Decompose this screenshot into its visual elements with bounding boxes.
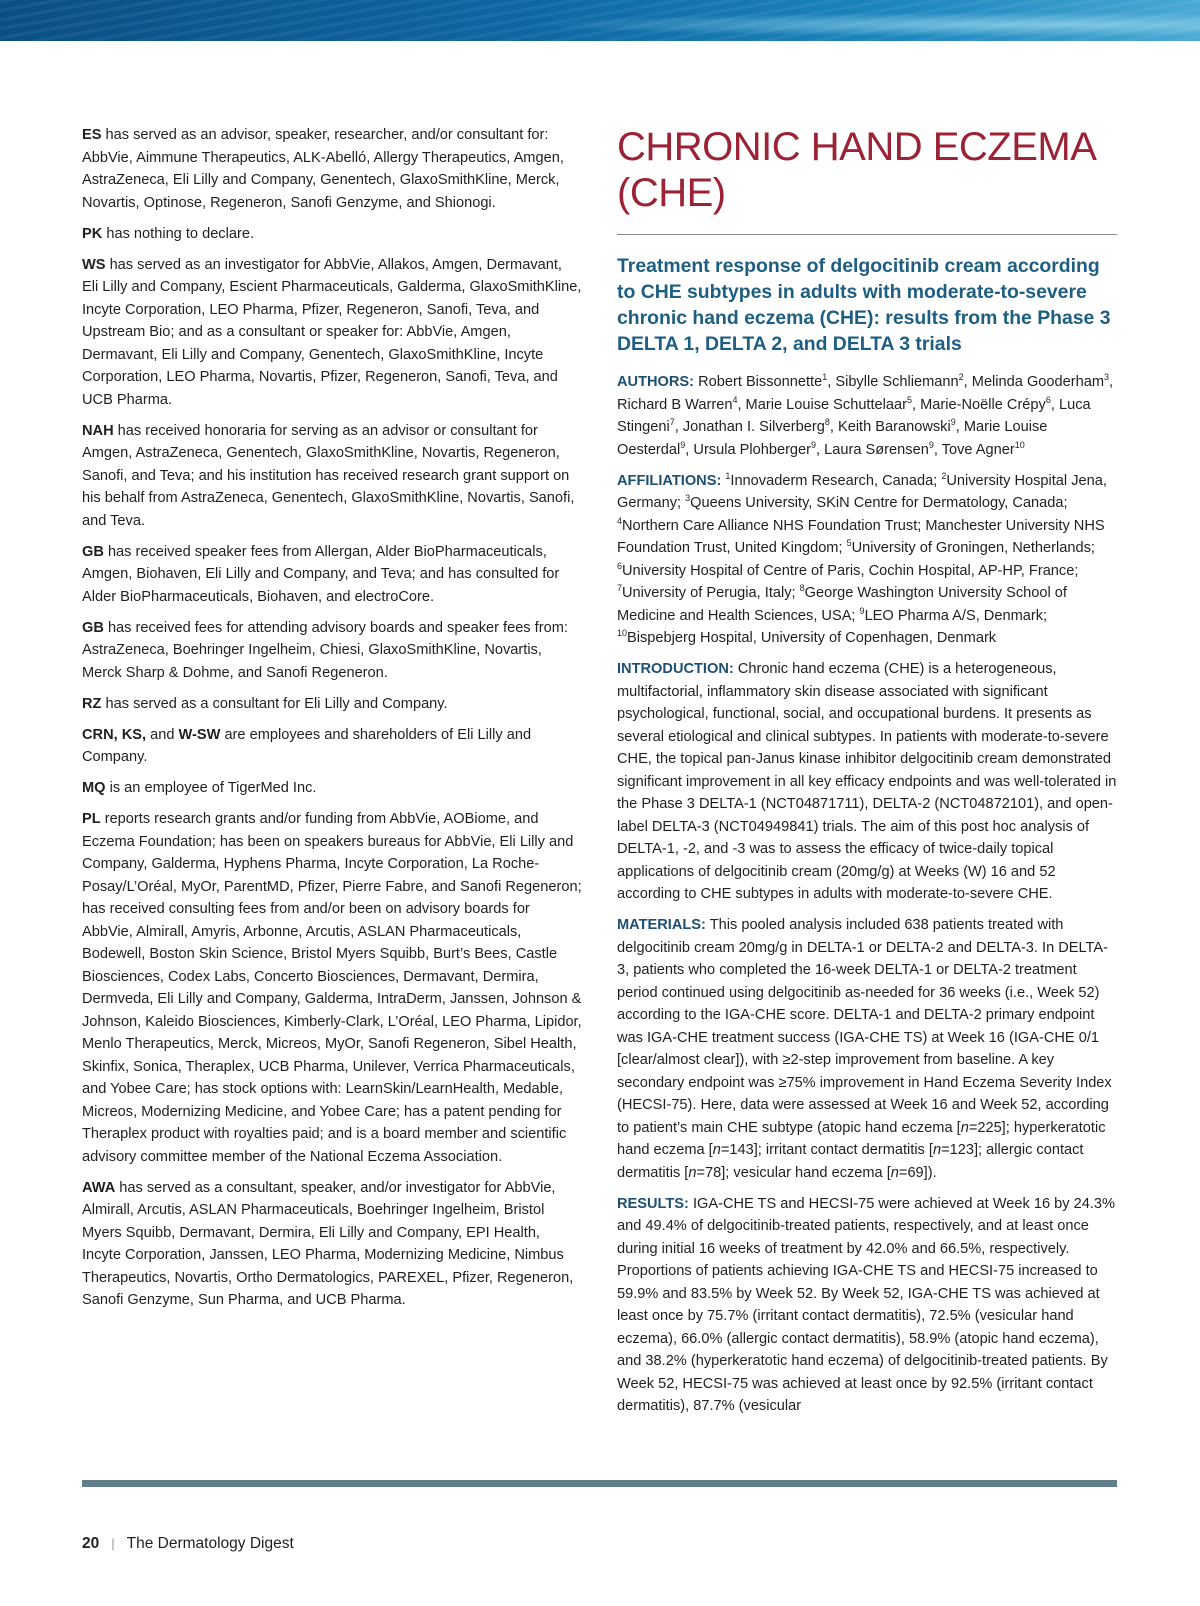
disclosure-initials: PK <box>82 225 103 242</box>
disclosure-text: are employees and shareholders of Eli Lilly and Company. <box>82 726 532 765</box>
affiliation-number: 6 <box>617 560 623 571</box>
affiliation-text: Northern Care Alliance NHS Foundation Trust; Manchester University NHS Foundation Trust, United Kingdom; <box>617 517 1105 556</box>
author-name: , Marie-Noëlle Crépy <box>912 396 1046 413</box>
disclosure-text: has nothing to declare. <box>102 225 254 242</box>
affiliation-ref: 9 <box>680 439 686 450</box>
disclosure-text: has served as a consultant for Eli Lilly and Company. <box>101 695 448 712</box>
author-name: Robert Bissonnette <box>694 374 823 390</box>
author-name: , Laura Sørensen <box>816 441 929 458</box>
page-footer <box>82 1535 294 1553</box>
affiliation-number: 10 <box>617 628 628 639</box>
sample-size-symbol: n <box>688 1164 697 1181</box>
affiliation-text: University Hospital of Centre of Paris, Cochin Hospital, AP-HP, France; <box>622 562 1079 579</box>
affiliation-text: Queens University, SKiN Centre for Dermatology, Canada; <box>690 495 1068 511</box>
disclosure-text: and <box>146 726 179 743</box>
affiliations-list <box>617 470 1107 647</box>
affiliation-ref: 5 <box>907 394 913 405</box>
disclosure-paragraph <box>82 1177 582 1312</box>
publication-name: The Dermatology Digest <box>126 1535 294 1552</box>
section-title: CHRONIC HAND ECZEMA (CHE) <box>617 124 1117 235</box>
disclosure-initials: ES <box>82 127 102 143</box>
materials-text <box>617 917 1112 1181</box>
sample-size-symbol: n <box>960 1119 969 1136</box>
bottom-divider <box>82 1480 1117 1487</box>
disclosure-initials: W-SW <box>178 726 221 743</box>
disclosure-initials: GB <box>82 543 104 560</box>
affiliation-ref: 10 <box>1014 439 1025 450</box>
materials-segment: =78]; vesicular hand eczema [ <box>696 1164 891 1181</box>
materials-segment: =225]; hyperkeratotic hand eczema [ <box>617 1119 1106 1158</box>
author-name: , Tove Agner <box>933 441 1015 458</box>
affiliation-text: University of Groningen, Netherlands; <box>851 540 1095 556</box>
affiliation-text: Bispebjerg Hospital, University of Copenhagen, Denmark <box>627 630 997 646</box>
disclosure-initials: GB <box>82 619 104 636</box>
affiliation-text: Innovaderm Research, Canada; <box>730 472 942 489</box>
author-name: , Sibylle Schliemann <box>827 374 959 390</box>
introduction-paragraph <box>617 658 1117 906</box>
affiliation-ref: 3 <box>1104 372 1110 383</box>
author-name: , Keith Baranowski <box>829 419 951 435</box>
affiliation-number: 5 <box>846 538 852 549</box>
page-number: 20 <box>82 1535 100 1552</box>
author-name: , Jonathan I. Silverberg <box>674 419 825 435</box>
article-column <box>617 124 1117 1426</box>
affiliation-ref: 2 <box>958 372 964 383</box>
disclosure-initials: WS <box>82 256 106 273</box>
disclosure-paragraph <box>82 420 582 533</box>
sample-size-symbol: n <box>890 1164 899 1181</box>
affiliation-ref: 7 <box>669 417 675 428</box>
footer-separator: | <box>111 1536 115 1551</box>
sample-size-symbol: n <box>932 1142 942 1158</box>
affiliation-text: University of Perugia, Italy; <box>622 585 800 601</box>
disclosure-paragraph <box>82 777 582 800</box>
affiliation-number: 8 <box>799 583 805 594</box>
author-name: , Ursula Plohberger <box>685 441 812 458</box>
authors-paragraph <box>617 371 1117 461</box>
affiliation-ref: 6 <box>1045 394 1051 405</box>
authors-label: AUTHORS: <box>617 374 695 390</box>
affiliation-text: George Washington University School of Medicine and Health Sciences, USA; <box>617 585 1067 624</box>
disclosure-text: is an employee of TigerMed Inc. <box>105 780 317 796</box>
affiliation-number: 3 <box>685 493 691 504</box>
affiliation-ref: 4 <box>732 394 738 405</box>
materials-segment: =69]). <box>898 1164 937 1181</box>
disclosure-initials: CRN, KS, <box>82 726 147 743</box>
affiliation-number: 2 <box>941 470 947 481</box>
materials-paragraph <box>617 914 1117 1184</box>
disclosure-text: has received honoraria for serving as an advisor or consultant for Amgen, AstraZeneca, Genentech, GlaxoSmithKline, Novartis, Regeneron, Sanofi, and Teva; and his institution has received research grant support on his behalf from AstraZeneca, Genentech, GlaxoSmithKline, Novartis, Sanofi, and Teva. <box>82 422 575 529</box>
materials-segment: This pooled analysis included 638 patients treated with delgocitinib cream 20mg/g in DELTA-1 or DELTA-2 and DELTA-3. In DELTA-3, patients who completed the 16-week DELTA-1 or DELTA-2 treatment period continued using delgocitinib as-needed for 36 weeks (i.e., Week 52) according to the IGA-CHE score. DELTA-1 and DELTA-2 primary endpoint was IGA-CHE treatment success (IGA-CHE TS) at Week 16 (IGA-CHE 0/1 [clear/almost clear]), with ≥2-step improvement from baseline. A key secondary endpoint was ≥75% improvement in Hand Eczema Severity Index (HECSI-75). Here, data were assessed at Week 16 and Week 52, according to patient’s main CHE subtype (atopic hand eczema [ <box>617 917 1112 1136</box>
author-name: , Luca Stingeni <box>617 396 1091 435</box>
introduction-label: INTRODUCTION: <box>617 661 734 677</box>
results-text: IGA-CHE TS and HECSI-75 were achieved at Week 16 by 24.3% and 49.4% of delgocitinib-treated patients, respectively, and at least once during initial 16 weeks of treatment by 42.0% and 66.5%, respectively. Proportions of patients achieving IGA-CHE TS and HECSI-75 increased to 59.9% and 83.5% by Week 52. By Week 52, IGA-CHE TS was achieved at least once by 75.7% (irritant contact dermatitis), 72.5% (vesicular hand eczema), 66.0% (allergic contact dermatitis), 58.9% (atopic hand eczema), and 38.2% (hyperkeratotic hand eczema) of delgocitinib-treated patients. By Week 52, HECSI-75 was achieved at least once by 92.5% (irritant contact dermatitis), 87.7% (vesicular <box>617 1195 1116 1414</box>
disclosures-column <box>82 124 582 1320</box>
affiliation-number: 9 <box>859 605 865 616</box>
author-name: , Marie Louise Schuttelaar <box>737 396 907 413</box>
disclosure-initials: RZ <box>82 695 102 712</box>
affiliation-ref: 9 <box>928 439 934 450</box>
disclosure-text: reports research grants and/or funding from AbbVie, AOBiome, and Eczema Foundation; has been on speakers bureaus for AbbVie, Eli Lilly and Company, Galderma, Hyphens Pharma, Incyte Corporation, La Roche-Posay/L’Oréal, MyOr, ParentMD, Pfizer, Pierre Fabre, and Sanofi Regeneron; has received consulting fees from and/or been on advisory boards for AbbVie, Almirall, Amyris, Arbonne, Arcutis, ASLAN Pharmaceuticals, Bodewell, Boston Skin Science, Bristol Myers Squibb, Burt’s Bees, Castle Biosciences, Codex Labs, Concerto Biosciences, Dermavant, Dermira, Dermveda, Eli Lilly and Company, Galderma, IntraDerm, Janssen, Johnson & Johnson, Kaleido Biosciences, Kimberly-Clark, L’Oréal, LEO Pharma, Lipidor, Menlo Therapeutics, Merck, Micreos, MyOr, Sanofi Regeneron, Sibel Health, Skinfix, Sonica, Theraplex, UCB Pharma, Unilever, Verrica Pharmaceuticals, and Yobee Care; has stock options with: LearnSkin/LearnHealth, Medable, Micreos, Modernizing Medicine, and Yobee Care; has a patent pending for Theraplex product with royalties paid; and is a board member and scientific advisory committee member of the National Eczema Association. <box>82 811 582 1165</box>
affiliations-paragraph <box>617 470 1117 650</box>
author-name: , Richard B Warren <box>617 374 1114 413</box>
results-paragraph <box>617 1193 1117 1418</box>
disclosure-initials: AWA <box>82 1179 116 1196</box>
author-name: , Marie Louise Oesterdal <box>617 419 1048 458</box>
disclosure-paragraph <box>82 693 582 716</box>
disclosure-paragraph <box>82 541 582 609</box>
materials-segment: =123]; allergic contact dermatitis [ <box>617 1142 1084 1181</box>
disclosure-text: has received fees for attending advisory boards and speaker fees from: AstraZeneca, Boehringer Ingelheim, Chiesi, GlaxoSmithKline, Novartis, Merck Sharp & Dohme, and Sanofi Regeneron. <box>82 619 568 681</box>
disclosure-initials: NAH <box>82 422 114 439</box>
affiliation-text: LEO Pharma A/S, Denmark; <box>864 607 1048 624</box>
disclosure-text: has received speaker fees from Allergan, Alder BioPharmaceuticals, Amgen, Biohaven, Eli Lilly and Company, and Teva; and has consulted for Alder BioPharmaceuticals, Biohaven, and electroCore. <box>82 543 560 605</box>
disclosure-text: has served as a consultant, speaker, and/or investigator for AbbVie, Almirall, Arcutis, ASLAN Pharmaceuticals, Boehringer Ingelheim, Bristol Myers Squibb, Dermavant, Dermira, Eli Lilly and Company, EPI Health, Incyte Corporation, Janssen, LEO Pharma, Modernizing Medicine, Nimbus Therapeutics, Novartis, Ortho Dermatologics, PAREXEL, Pfizer, Regeneron, Sanofi Genzyme, Sun Pharma, and UCB Pharma. <box>82 1179 574 1308</box>
ocean-header-banner <box>0 0 1200 41</box>
disclosure-paragraph <box>82 254 582 412</box>
disclosure-paragraph <box>82 724 582 769</box>
sample-size-symbol: n <box>712 1142 721 1158</box>
disclosure-paragraph <box>82 223 582 246</box>
affiliation-text: University Hospital Jena, Germany; <box>617 472 1107 511</box>
affiliation-number: 4 <box>617 515 623 526</box>
affiliation-ref: 9 <box>811 439 817 450</box>
materials-segment: =143]; irritant contact dermatitis [ <box>720 1142 933 1158</box>
results-label: RESULTS: <box>617 1195 689 1212</box>
affiliation-ref: 8 <box>824 417 830 428</box>
article-title: Treatment response of delgocitinib cream according to CHE subtypes in adults with moderate-to-severe chronic hand eczema (CHE): results from the Phase 3 DELTA 1, DELTA 2, and DELTA 3 trials <box>617 255 1111 355</box>
affiliation-ref: 1 <box>822 372 828 383</box>
disclosure-paragraph <box>82 124 582 214</box>
author-name: , Melinda Gooderham <box>963 374 1105 390</box>
disclosure-text: has served as an investigator for AbbVie, Allakos, Amgen, Dermavant, Eli Lilly and Company, Escient Pharmaceuticals, Galderma, GlaxoSmithKline, Incyte Corporation, LEO Pharma, Pfizer, Regeneron, Sanofi, Teva, and Upstream Bio; and as a consultant or speaker for: AbbVie, Amgen, Dermavant, Eli Lilly and Company, Genentech, GlaxoSmithKline, Incyte Corporation, LEO Pharma, Novartis, Pfizer, Regeneron, Sanofi, Teva, and UCB Pharma. <box>82 256 582 408</box>
affiliations-label: AFFILIATIONS: <box>617 472 722 489</box>
materials-label: MATERIALS: <box>617 917 706 933</box>
affiliation-number: 1 <box>725 470 731 481</box>
affiliation-ref: 9 <box>950 417 956 428</box>
disclosure-paragraph <box>82 808 582 1168</box>
disclosure-paragraph <box>82 617 582 685</box>
introduction-text: Chronic hand eczema (CHE) is a heterogeneous, multifactorial, inflammatory skin disease associated with significant psychological, functional, social, and occupational burdens. It presents as several etiological and clinical subtypes. In patients with moderate-to-severe CHE, the topical pan-Janus kinase inhibitor delgocitinib cream demonstrated significant improvement in all key efficacy endpoints and was well-tolerated in the Phase 3 DELTA-1 (NCT04871711), DELTA-2 (NCT04872101), and open-label DELTA-3 (NCT04949841) trials. The aim of this post hoc analysis of DELTA-1, -2, and -3 was to assess the efficacy of twice-daily topical applications of delgocitinib cream (20mg/g) at Weeks (W) 16 and 52 according to CHE subtypes in adults with moderate-to-severe CHE. <box>617 661 1117 902</box>
disclosure-initials: MQ <box>82 780 106 796</box>
disclosure-text: has served as an advisor, speaker, researcher, and/or consultant for: AbbVie, Aimmune Therapeutics, ALK-Abelló, Allergy Therapeutics, Amgen, AstraZeneca, Eli Lilly and Company, Genentech, GlaxoSmithKline, Merck, Novartis, Optinose, Regeneron, Sanofi Genzyme, and Shionogi. <box>82 127 564 211</box>
disclosure-initials: PL <box>82 811 101 827</box>
affiliation-number: 7 <box>617 583 623 594</box>
